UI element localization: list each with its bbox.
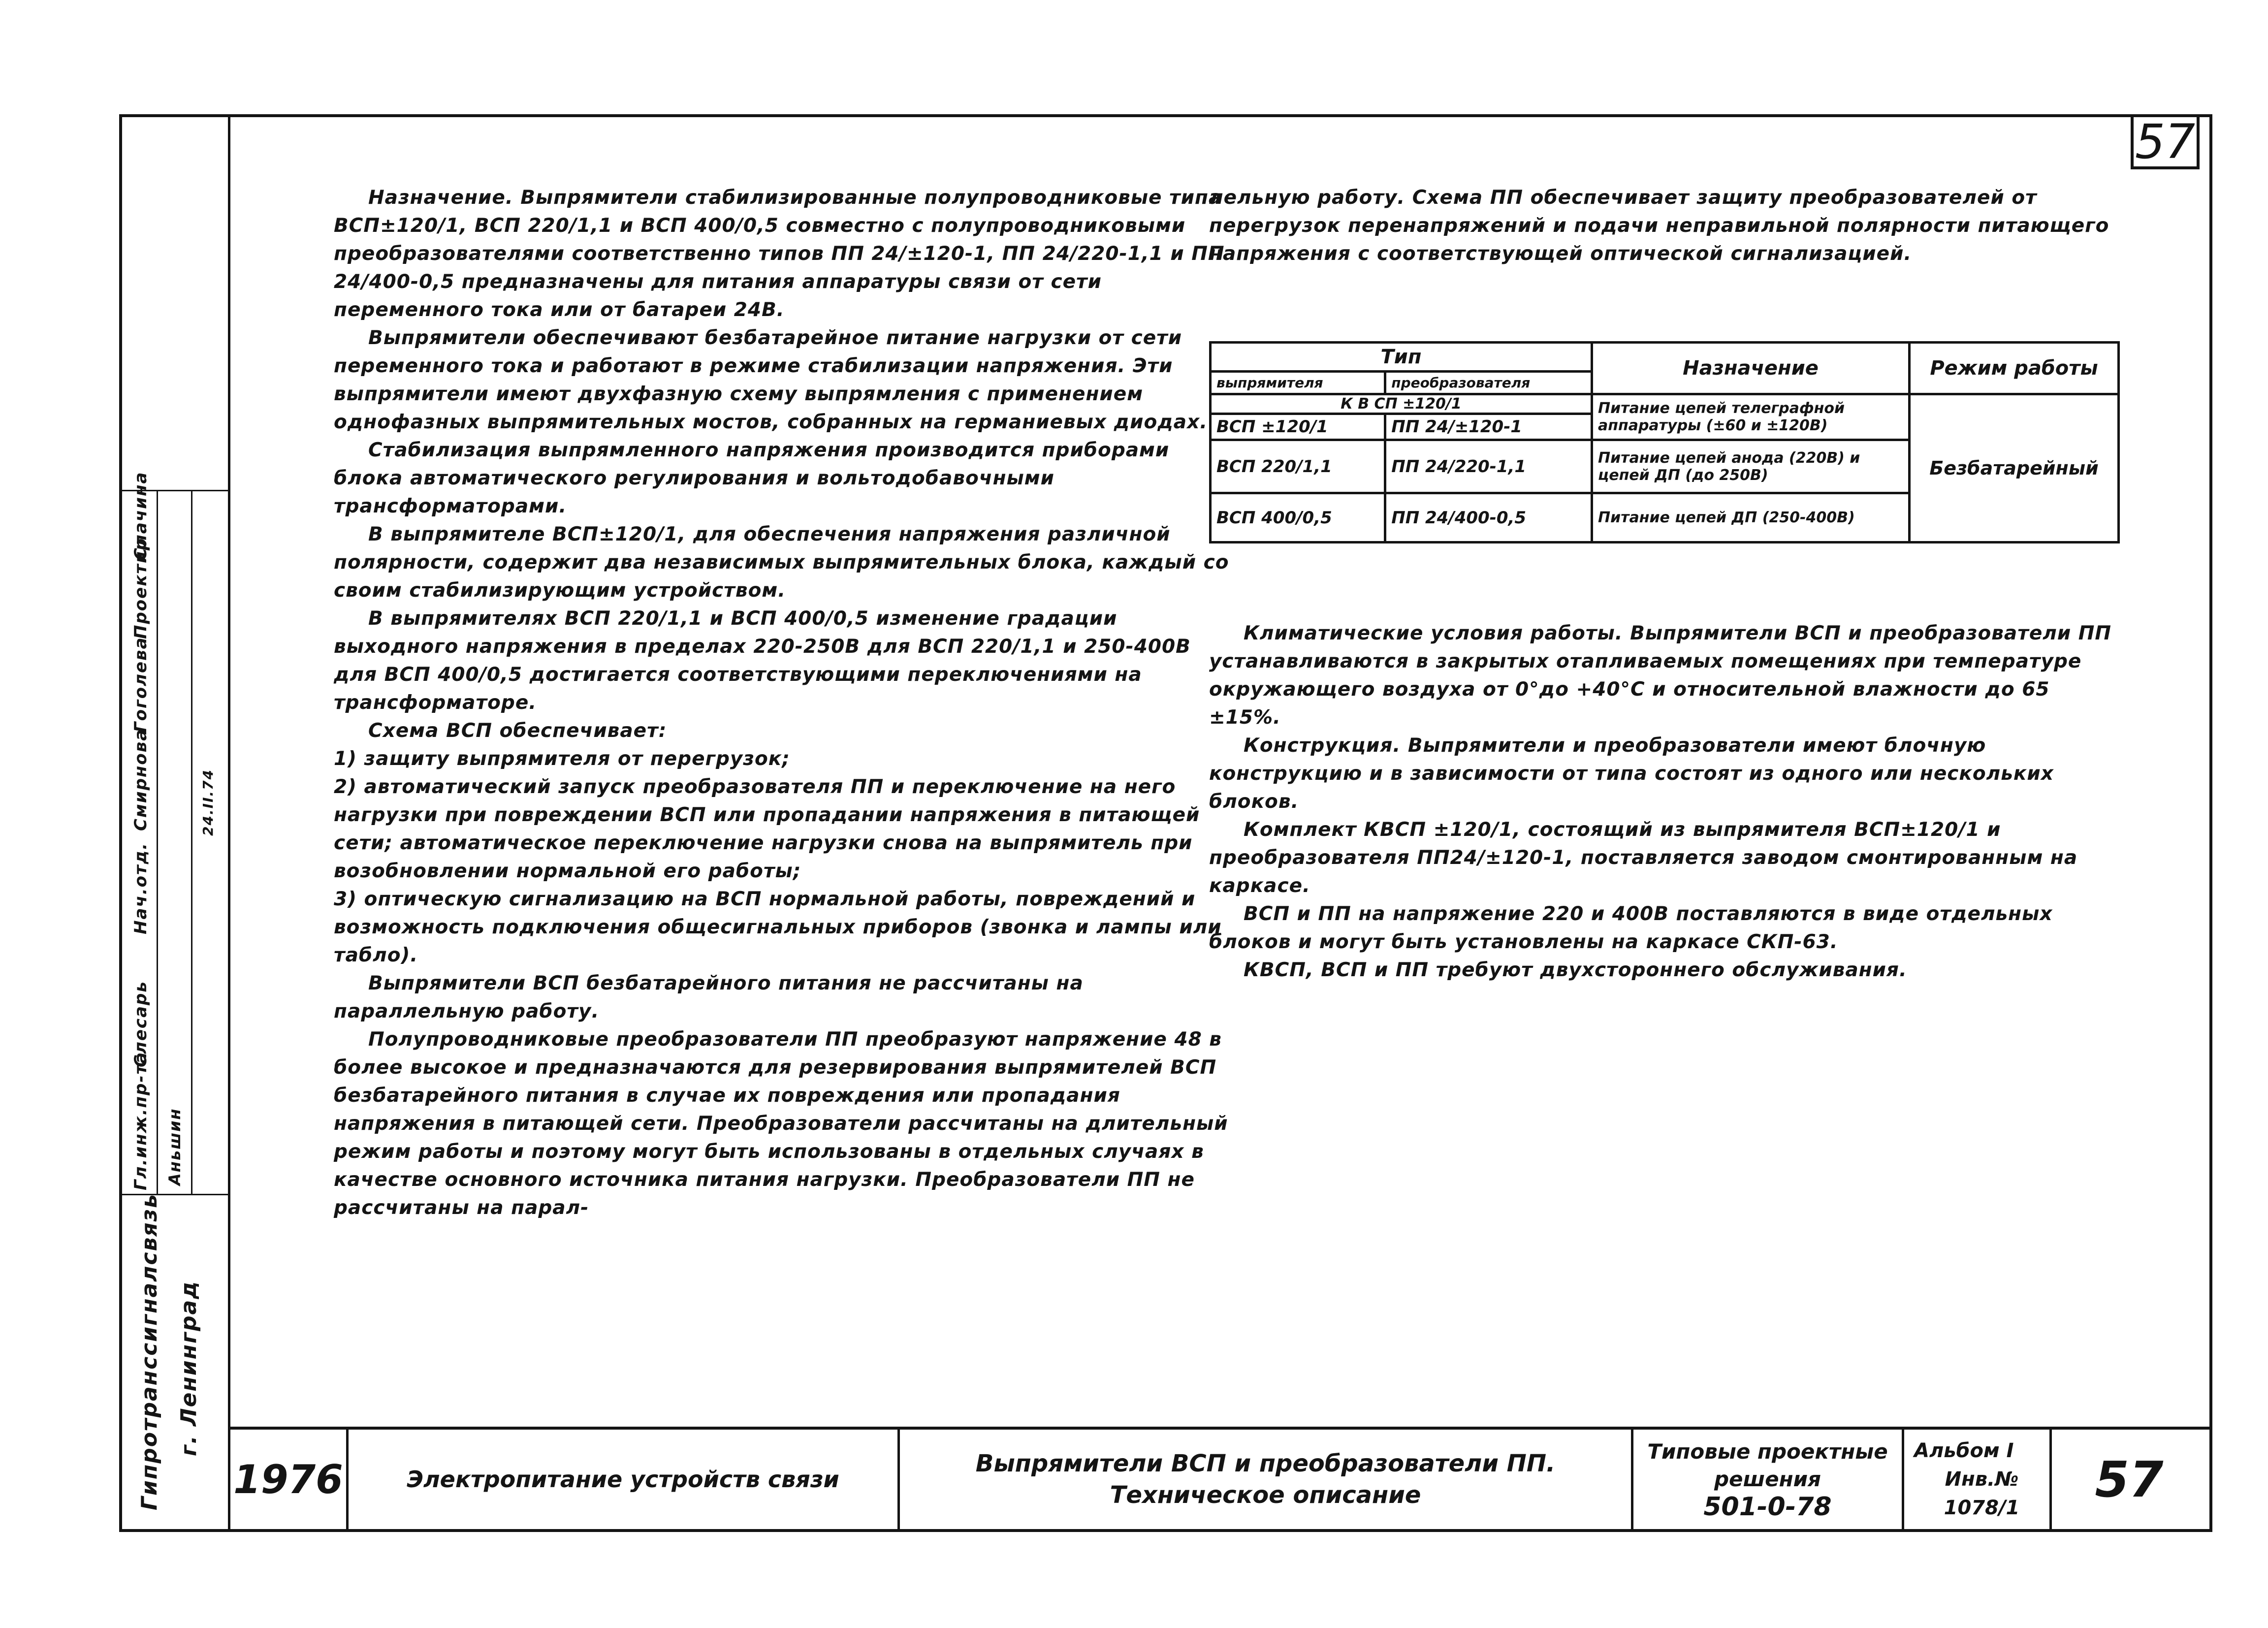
th-mode: Режим работы xyxy=(1910,343,2119,394)
typical-solutions xyxy=(1633,1430,1904,1529)
conv-row-2: ПП 24/220-1,1 xyxy=(1385,440,1592,493)
specification-table xyxy=(1209,341,2120,543)
text-column-right-top xyxy=(1209,184,2120,268)
paragraph-gradation: В выпрямителях ВСП 220/1,1 и ВСП 400/0,5 изменение градации выходного напряжения в пределах 220-250В для ВСП 220/1,1 и 250-400В для ВСП 400/0,5 достигается соответствующими переключениями на трансформаторе. xyxy=(334,607,1191,714)
mode-value: Безбатарейный xyxy=(1910,394,2119,543)
th-type: Тип xyxy=(1211,343,1592,372)
paragraph-continuation: лельную работу. Схема ПП обеспечивает защиту преобразователей от перегрузок перенапряжений и подачи неправильной полярности питающего напряжения с соответствующей оптической сигнализацией. xyxy=(1209,187,2109,265)
rect-row-3: ВСП 400/0,5 xyxy=(1211,493,1385,543)
role-7: Слачина xyxy=(131,471,151,560)
document-title-line1: Выпрямители ВСП и преобразователи ПП. xyxy=(975,1450,1556,1477)
rect-row-1: ВСП ±120/1 xyxy=(1211,414,1385,440)
typical-line2: решения xyxy=(1714,1467,1821,1491)
document-title-line2: Техническое описание xyxy=(1110,1481,1421,1509)
paragraph-kit: Комплект КВСП ±120/1, состоящий из выпрямителя ВСП±120/1 и преобразователя ПП24/±120-1, поставляется заводом смонтированным на каркасе. xyxy=(1209,819,2078,897)
paragraph-construction: Конструкция. Выпрямители и преобразователи имеют блочную конструкцию и в зависимости от типа состоят из одного или нескольких блоков. xyxy=(1209,734,2054,813)
th-purpose: Назначение xyxy=(1592,343,1910,394)
organization-city: г. Ленинград xyxy=(176,1280,201,1456)
conv-row-3: ПП 24/400-0,5 xyxy=(1385,493,1592,543)
paragraph-vsp120: В выпрямителе ВСП±120/1, для обеспечения напряжения различной полярности, содержит два независимых выпрямительных блока, каждый со своим стабилизирующим устройством. xyxy=(334,523,1229,602)
th-rectifier: выпрямителя xyxy=(1211,372,1385,394)
paragraph-converters: Полупроводниковые преобразователи ПП преобразуют напряжение 48 в более высокое и предназначаются для резервирования выпрямителей ВСП безбатарейного питания в случае их повреждения или пропадания напряжения в питающей сети. Преобразователи рассчитаны на длительный режим работы и поэтому могут быть использованы в отдельных случаях в качестве основного источника питания нагрузки. Преобразователи ПП не рассчитаны на парал- xyxy=(334,1028,1228,1219)
signature-strip xyxy=(122,117,230,1529)
inventory-number: Инв.№ 1078/1 xyxy=(1944,1468,2020,1519)
paragraph-delivery: ВСП и ПП на напряжение 220 и 400В поставляются в виде отдельных блоков и могут быть установлены на каркасе СКП-63. xyxy=(1209,903,2053,953)
org-block xyxy=(122,1195,228,1530)
drawing-sheet xyxy=(119,114,2212,1532)
organization-name: Гипротранссигналсвязь xyxy=(137,1193,162,1510)
typical-code: 501-0-78 xyxy=(1703,1492,1832,1522)
album-info xyxy=(1904,1430,2052,1529)
paragraph-stabilization: Стабилизация выпрямленного напряжения производится приборами блока автоматического регулирования и вольтодобавочными трансформаторами. xyxy=(334,439,1170,517)
page-number-top: 57 xyxy=(2131,114,2200,169)
role-5: Гоголева xyxy=(131,637,151,733)
paragraph-scheme: Схема ВСП обеспечивает: xyxy=(368,720,667,742)
section-title: Электропитание устройств связи xyxy=(349,1430,900,1529)
name-1: Аньшин xyxy=(165,1108,184,1185)
signatures-block xyxy=(122,471,228,1195)
rect-row-2: ВСП 220/1,1 xyxy=(1211,440,1385,493)
album-label: Альбом I xyxy=(1914,1439,2014,1462)
role-3: Нач.отд. xyxy=(131,842,151,934)
paragraph-service: КВСП, ВСП и ПП требуют двухстороннего обслуживания. xyxy=(1244,959,1907,981)
purpose-row-2: Питание цепей анода (220В) и цепей ДП (до 250В) xyxy=(1592,440,1910,493)
typical-line1: Типовые проектные xyxy=(1647,1439,1888,1464)
purpose-row-3: Питание цепей ДП (250-400В) xyxy=(1592,493,1910,543)
list-item-1: 1) защиту выпрямителя от перегрузок; xyxy=(334,748,790,770)
year: 1976 xyxy=(230,1430,349,1529)
role-6: Проектир xyxy=(131,537,151,639)
role-4: Смирнова xyxy=(131,728,151,831)
paragraph-purpose: Назначение. Выпрямители стабилизированные полупроводниковые типа ВСП±120/1, ВСП 220/1,1 и ВСП 400/0,5 совместно с полупроводниковыми преобразователями соответственно типов ПП 24/±120-1, ПП 24/220-1,1 и ПП 24/400-0,5 предназначены для питания аппаратуры связи от сети переменного тока или от батареи 24В. xyxy=(334,187,1225,321)
document-title xyxy=(900,1430,1633,1529)
conv-row-1: ПП 24/±120-1 xyxy=(1385,414,1592,440)
role-1: Гл.инж.пр-та xyxy=(131,1051,151,1190)
th-converter: преобразователя xyxy=(1385,372,1592,394)
text-column-left xyxy=(334,184,1230,1222)
paragraph-climate: Климатические условия работы. Выпрямители ВСП и преобразователи ПП устанавливаются в закрытых отапливаемых помещениях при температуре окружающего воздуха от 0°до +40°С и относительной влажности до 65 ±15%. xyxy=(1209,622,2112,729)
text-column-right-bottom xyxy=(1209,619,2120,984)
paragraph-rectifiers: Выпрямители обеспечивают безбатарейное питание нагрузки от сети переменного тока и работают в режиме стабилизации напряжения. Эти выпрямители имеют двухфазную схему выпрямления с применением однофазных выпрямительных мостов, собранных на германиевых диодах. xyxy=(334,327,1208,433)
list-item-2: 2) автоматический запуск преобразователя ПП и переключение на него нагрузки при повреждении ВСП или пропадании напряжения в питающей сети; автоматическое переключение нагрузки снова на выпрямитель при возобновлении нормальной его работы; xyxy=(334,776,1200,882)
sheet-number: 57 xyxy=(2095,1450,2164,1508)
kit-label: К В СП ±120/1 xyxy=(1211,394,1592,414)
role-2: Слесарь xyxy=(131,981,151,1067)
purpose-row-1: Питание цепей телеграфной аппаратуры (±60 и ±120В) xyxy=(1592,394,1910,440)
signature-date: 24.II.74 xyxy=(200,768,216,836)
list-item-3: 3) оптическую сигнализацию на ВСП нормальной работы, повреждений и возможность подключения общесигнальных приборов (звонка и лампы или табло). xyxy=(334,888,1222,966)
paragraph-no-parallel: Выпрямители ВСП безбатарейного питания не рассчитаны на параллельную работу. xyxy=(334,972,1084,1022)
title-block xyxy=(230,1427,2209,1529)
